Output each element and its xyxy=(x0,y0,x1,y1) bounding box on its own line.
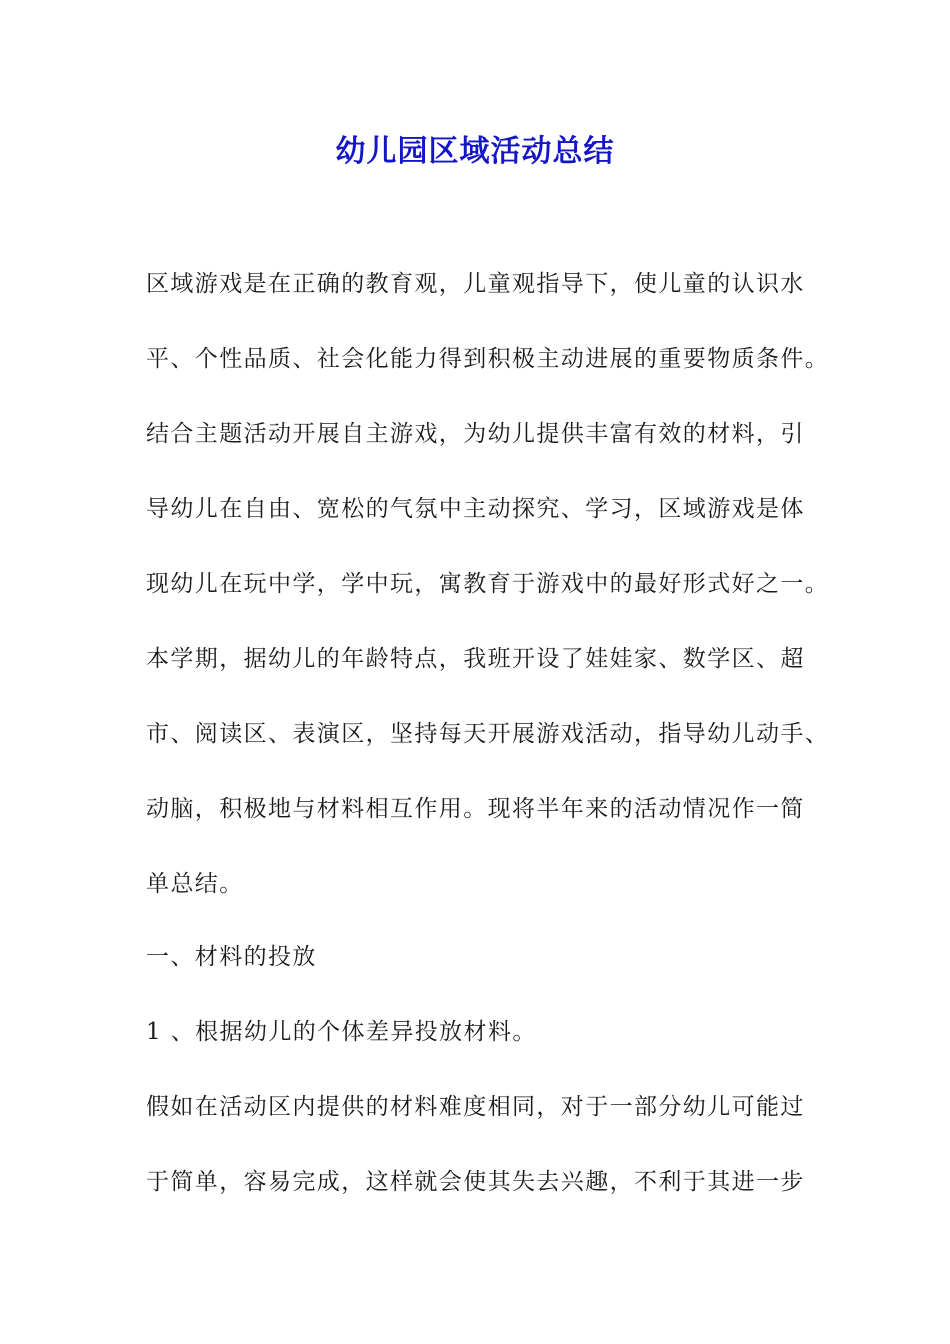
paragraph-line: 动脑，积极地与材料相互作用。现将半年来的活动情况作一简 xyxy=(146,796,805,822)
document-title: 幼儿园区域活动总结 xyxy=(335,134,615,169)
paragraph-line: 于简单，容易完成，这样就会使其失去兴趣，不利于其进一步 xyxy=(146,1169,805,1195)
paragraph-line: 导幼儿在自由、宽松的气氛中主动探究、学习，区域游戏是体 xyxy=(146,496,805,522)
subsection-heading: 1 、根据幼儿的个体差异投放材料。 xyxy=(146,1019,537,1045)
paragraph-line: 单总结。 xyxy=(146,871,244,897)
paragraph-line: 本学期，据幼儿的年龄特点，我班开设了娃娃家、数学区、超 xyxy=(146,646,805,672)
paragraph-line: 现幼儿在玩中学，学中玩，寓教育于游戏中的最好形式好之一。 xyxy=(146,571,830,597)
section-heading: 一、材料的投放 xyxy=(146,944,317,970)
paragraph-line: 假如在活动区内提供的材料难度相同，对于一部分幼儿可能过 xyxy=(146,1094,805,1120)
paragraph-line: 区域游戏是在正确的教育观，儿童观指导下，使儿童的认识水 xyxy=(146,271,805,297)
paragraph-line: 市、阅读区、表演区，坚持每天开展游戏活动，指导幼儿动手、 xyxy=(146,721,830,747)
paragraph-line: 平、个性品质、社会化能力得到积极主动进展的重要物质条件。 xyxy=(146,346,830,372)
paragraph-line: 结合主题活动开展自主游戏，为幼儿提供丰富有效的材料，引 xyxy=(146,421,805,447)
